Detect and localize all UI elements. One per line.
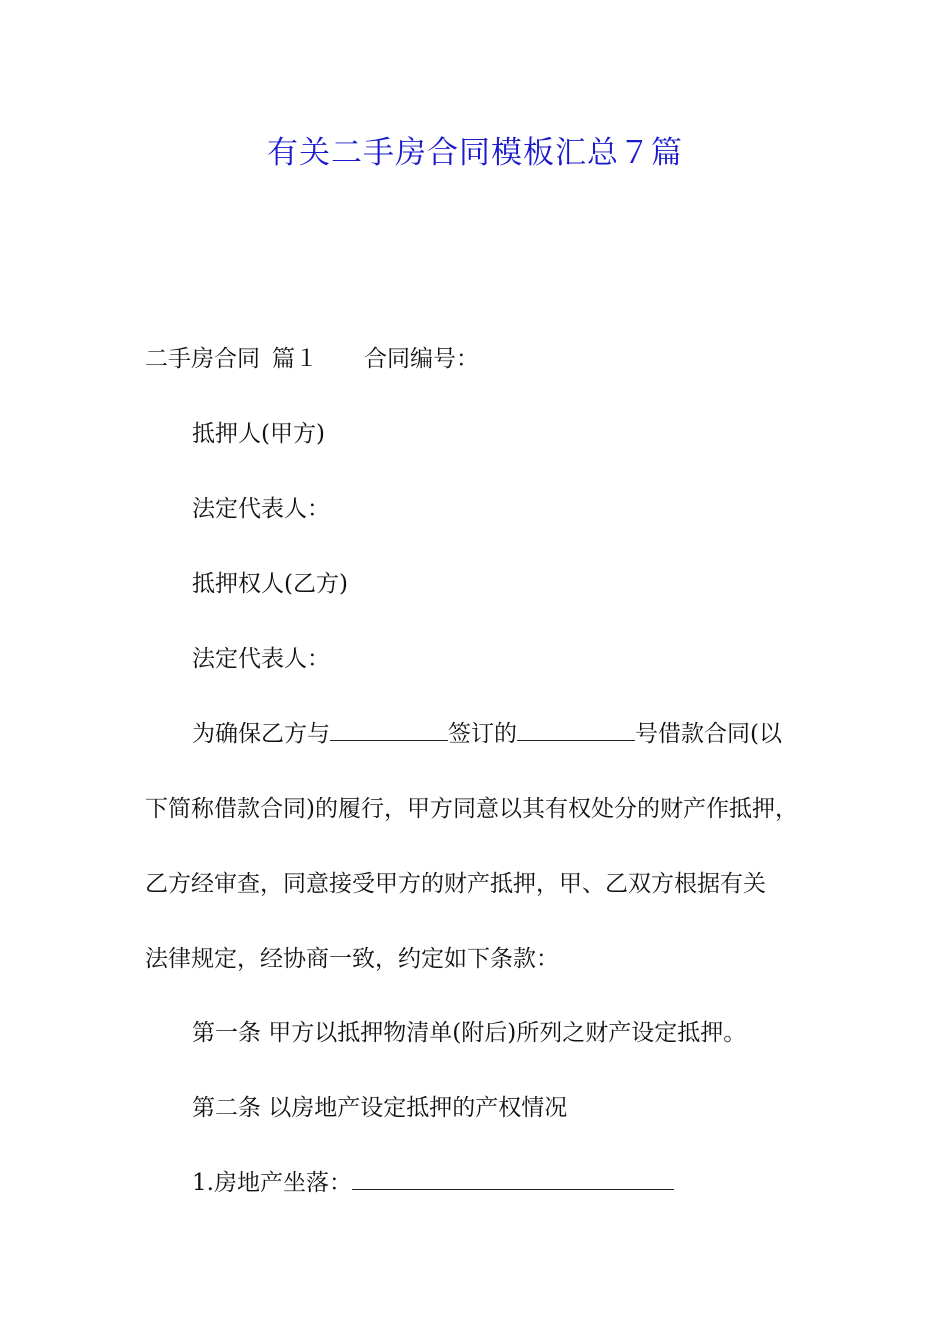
mortgagee-representative-line: 法定代表人：: [192, 646, 330, 672]
preamble-text-a: 为确保乙方与: [192, 721, 330, 747]
contract-number-label: 合同编号：: [364, 346, 479, 372]
item-one-line: [192, 1163, 674, 1203]
article-one: 第一条 甲方以抵押物清单(附后)所列之财产设定抵押。: [192, 1020, 747, 1046]
mortgagor-line: 抵押人(甲方): [192, 421, 325, 447]
article-number: 篇１: [272, 346, 318, 372]
preamble-text-b: 签订的: [448, 721, 517, 747]
preamble-line-4: 法律规定，经协商一致，约定如下条款：: [145, 946, 559, 972]
contract-header-line: [145, 339, 479, 379]
blank-location-field: [352, 1163, 674, 1190]
preamble-line-2: 下简称借款合同)的履行，甲方同意以其有权处分的财产作抵押，: [145, 796, 798, 822]
article-two: 第二条 以房地产设定抵押的产权情况: [192, 1095, 568, 1121]
preamble-line-1: [192, 714, 782, 754]
preamble-text-c: 号借款合同(以: [635, 721, 782, 747]
document-title: 有关二手房合同模板汇总７篇: [267, 135, 683, 171]
preamble-line-3: 乙方经审查，同意接受甲方的财产抵押，甲、乙双方根据有关: [145, 871, 766, 897]
mortgagor-representative-line: 法定代表人：: [192, 496, 330, 522]
article-label: 二手房合同: [145, 346, 260, 372]
blank-party-field: [330, 714, 448, 741]
mortgagee-line: 抵押权人(乙方): [192, 571, 348, 597]
blank-contract-number-field: [517, 714, 635, 741]
item-one-label: 1.房地产坐落：: [192, 1170, 352, 1196]
